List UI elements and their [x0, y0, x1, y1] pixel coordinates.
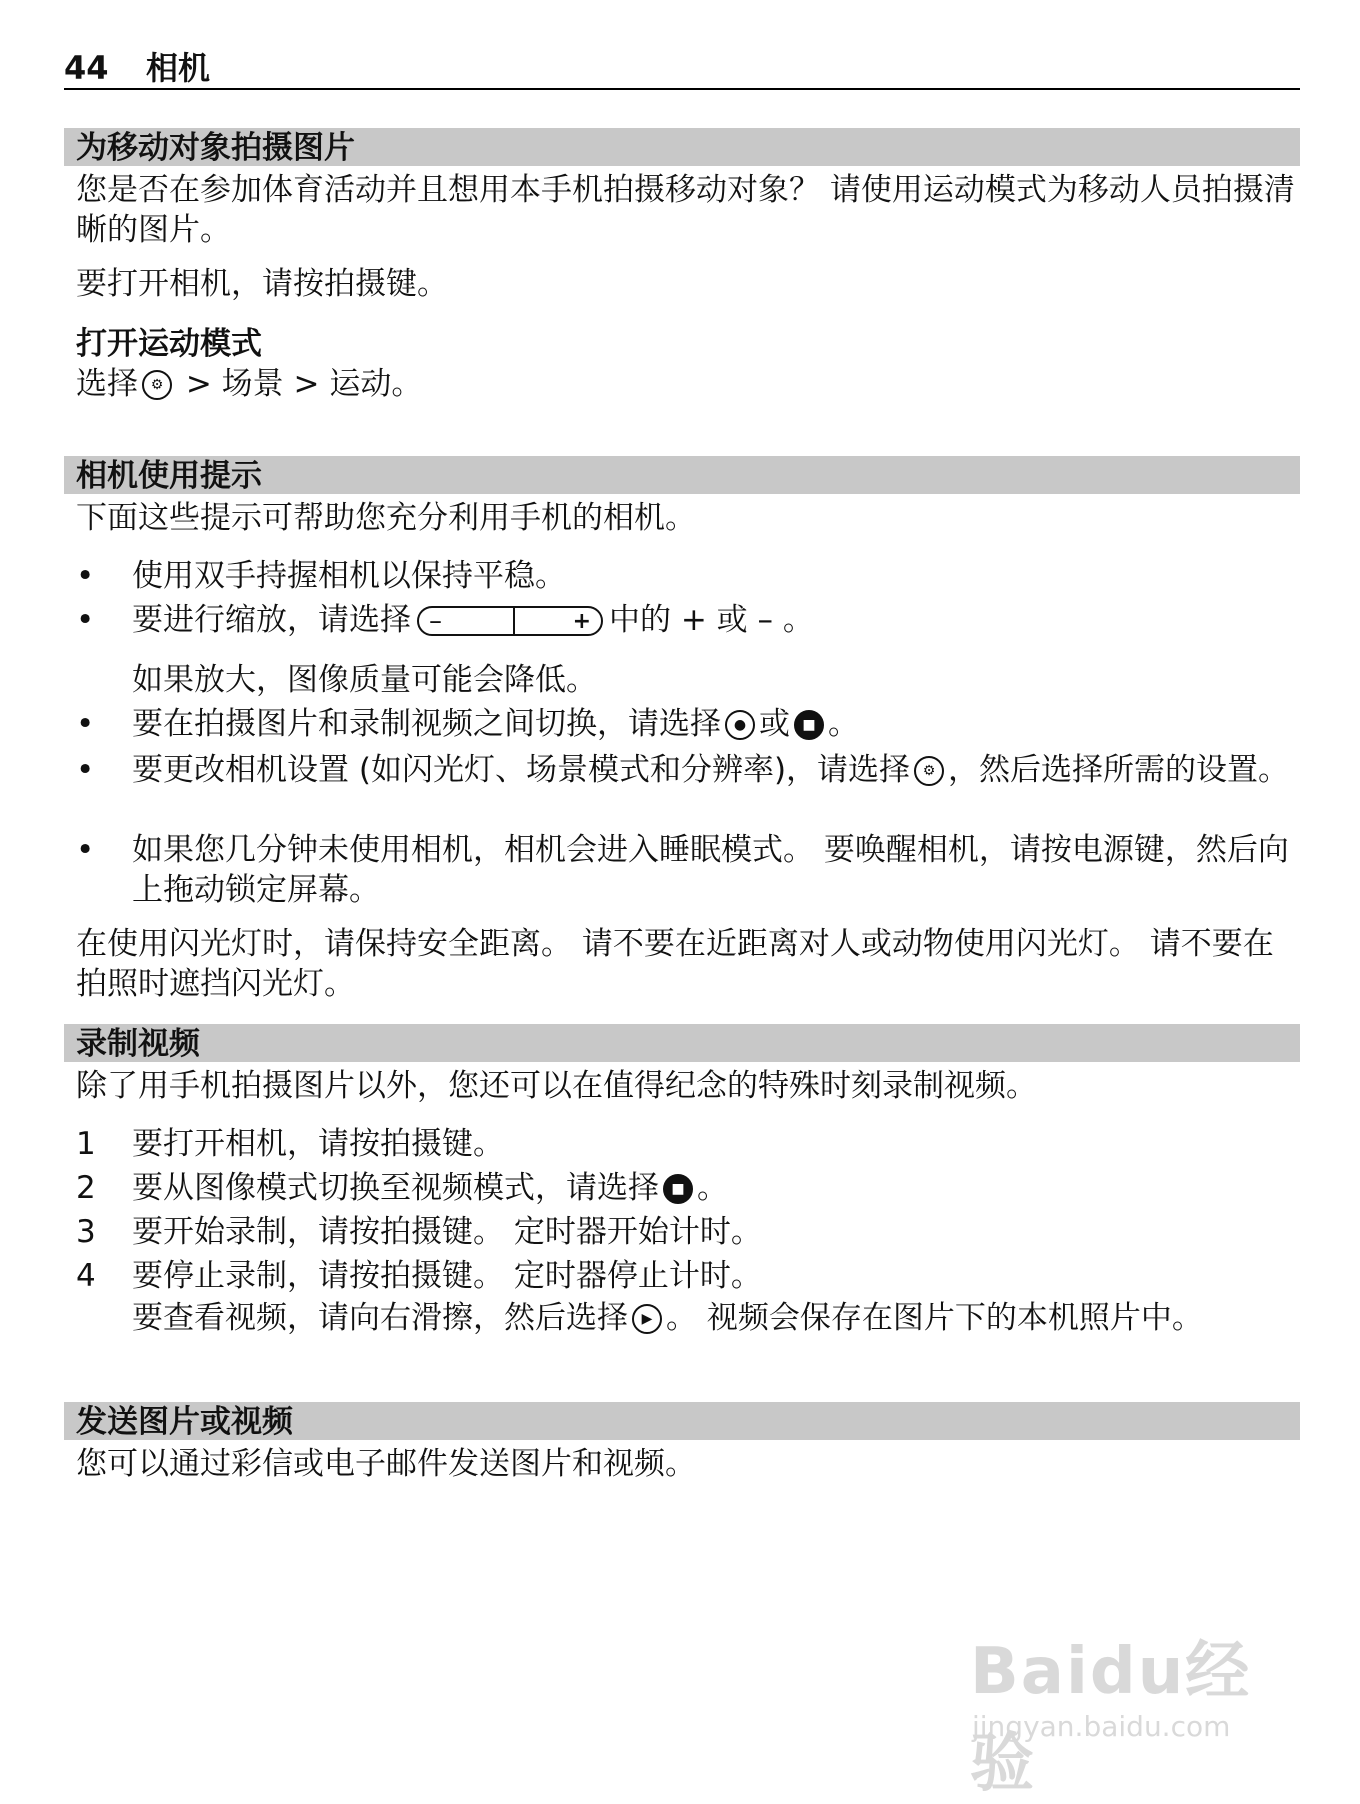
watermark-logo: Baidu经验 [970, 1635, 1252, 1801]
paragraph-moving-objects: 您是否在参加体育活动并且想用本手机拍摄移动对象？ 请使用运动模式为移动人员拍摄清晰的图片。 [76, 172, 1295, 248]
page-number: 44 [64, 49, 109, 87]
play-icon: ▶ [632, 1304, 662, 1334]
step-number: 4 [76, 1258, 96, 1294]
paragraph-open-camera: 要打开相机，请按拍摄键。 [76, 266, 448, 302]
page-header [64, 48, 1300, 90]
camera-icon: ● [725, 710, 755, 740]
settings-icon: ⚙ [914, 756, 944, 786]
instruction-sport-mode: 选择 ⚙ > 场景 > 运动。 [76, 366, 423, 402]
zoom-slider-icon: – + [417, 606, 603, 636]
bullet: • [76, 602, 95, 638]
paragraph-video-intro: 除了用手机拍摄图片以外，您还可以在值得纪念的特殊时刻录制视频。 [76, 1068, 1037, 1104]
bullet: • [76, 706, 95, 742]
paragraph-flash-warning: 在使用闪光灯时，请保持安全距离。 请不要在近距离对人或动物使用闪光灯。 请不要在拍照时遮挡闪光灯。 [76, 926, 1274, 1002]
section-title-camera-tips: 相机使用提示 [64, 456, 1300, 494]
baidu-watermark [960, 1600, 1290, 1801]
subtitle-sport-mode: 打开运动模式 [76, 326, 262, 362]
watermark-url: jingyan.baidu.com [972, 1710, 1231, 1743]
video-camera-icon: ■ [663, 1174, 693, 1204]
step-number: 2 [76, 1170, 96, 1206]
section-title-moving-objects: 为移动对象拍摄图片 [64, 128, 1300, 166]
chapter-title: 相机 [146, 49, 211, 87]
settings-icon: ⚙ [142, 370, 172, 400]
paragraph-tips-intro: 下面这些提示可帮助您充分利用手机的相机。 [76, 500, 696, 536]
bullet: • [76, 752, 95, 788]
video-camera-icon: ■ [794, 710, 824, 740]
step-number: 1 [76, 1126, 96, 1162]
bullet: • [76, 558, 95, 594]
section-title-send-media: 发送图片或视频 [64, 1402, 1300, 1440]
paragraph-send-intro: 您可以通过彩信或电子邮件发送图片和视频。 [76, 1446, 696, 1482]
bullet: • [76, 832, 95, 868]
section-title-record-video: 录制视频 [64, 1024, 1300, 1062]
step-number: 3 [76, 1214, 96, 1250]
